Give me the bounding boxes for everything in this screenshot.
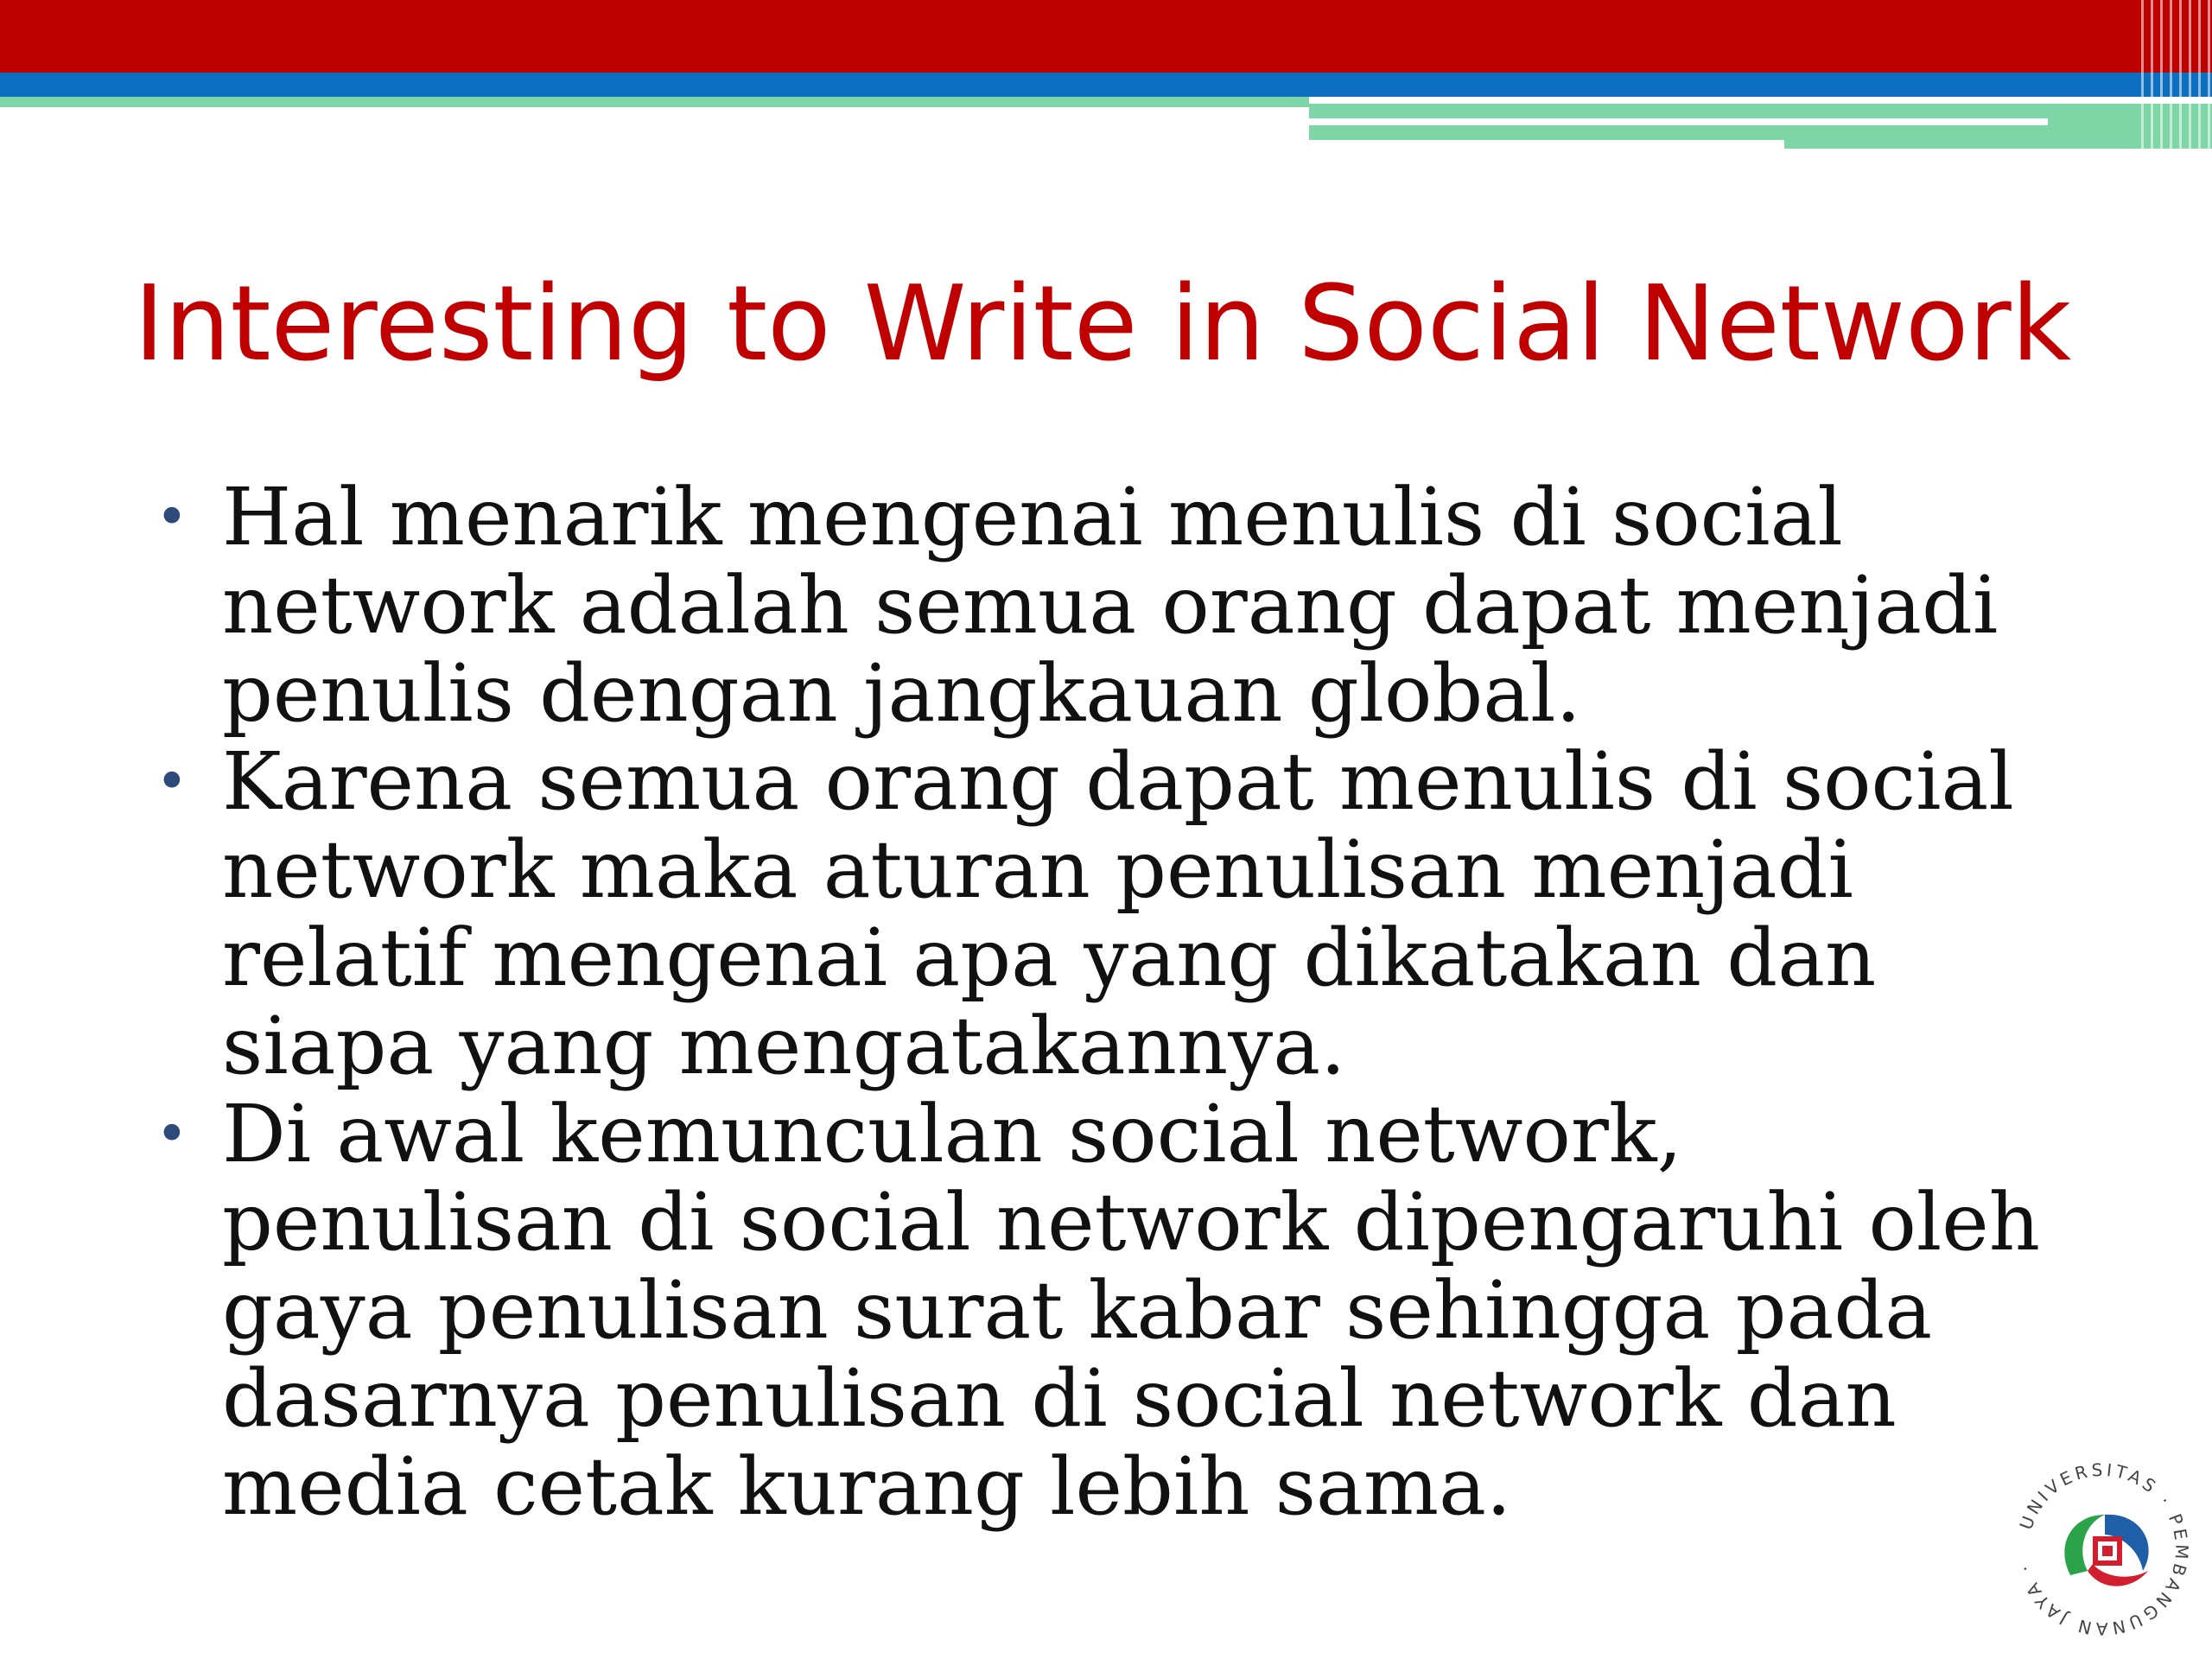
bullet-dot: •: [156, 750, 188, 814]
bullet-list: [156, 471, 2048, 1533]
header-red-bar: [0, 0, 2212, 73]
header-green-bar-left: [0, 97, 1309, 107]
svg-text:UNIVERSITAS · PEMBANGUNAN JAYA: UNIVERSITAS · PEMBANGUNAN JAYA ·: [2013, 1459, 2193, 1640]
bullet-item: [156, 735, 2048, 1092]
header-accent-line: [1309, 118, 2048, 125]
bullet-text: Karena semua orang dapat menulis di social network maka aturan penulisan menjadi relatif mengenai apa yang dikatakan dan siapa yang mengatakannya.: [222, 735, 2014, 1092]
header-accent-line: [1309, 140, 1784, 149]
bullet-item: [156, 1090, 2048, 1531]
bullet-text: Di awal kemunculan social network, penulisan di social network dipengaruhi oleh gaya penulisan surat kabar sehingga pada dasarnya penulisan di social network dan media cetak kurang lebih sama.: [222, 1088, 2040, 1533]
bullet-text: Hal menarik mengenai menulis di social network adalah semua orang dapat menjadi penulis dengan jangkauan global.: [222, 471, 1999, 740]
bullet-dot: •: [156, 486, 188, 550]
university-seal-icon: [2003, 1441, 2202, 1649]
header-stripes: [2134, 0, 2212, 149]
bullet-item: [156, 471, 2048, 740]
header-blue-bar: [0, 73, 2212, 97]
bullet-dot: •: [156, 1103, 188, 1166]
slide-title: Interesting to Write in Social Network: [134, 264, 2072, 385]
